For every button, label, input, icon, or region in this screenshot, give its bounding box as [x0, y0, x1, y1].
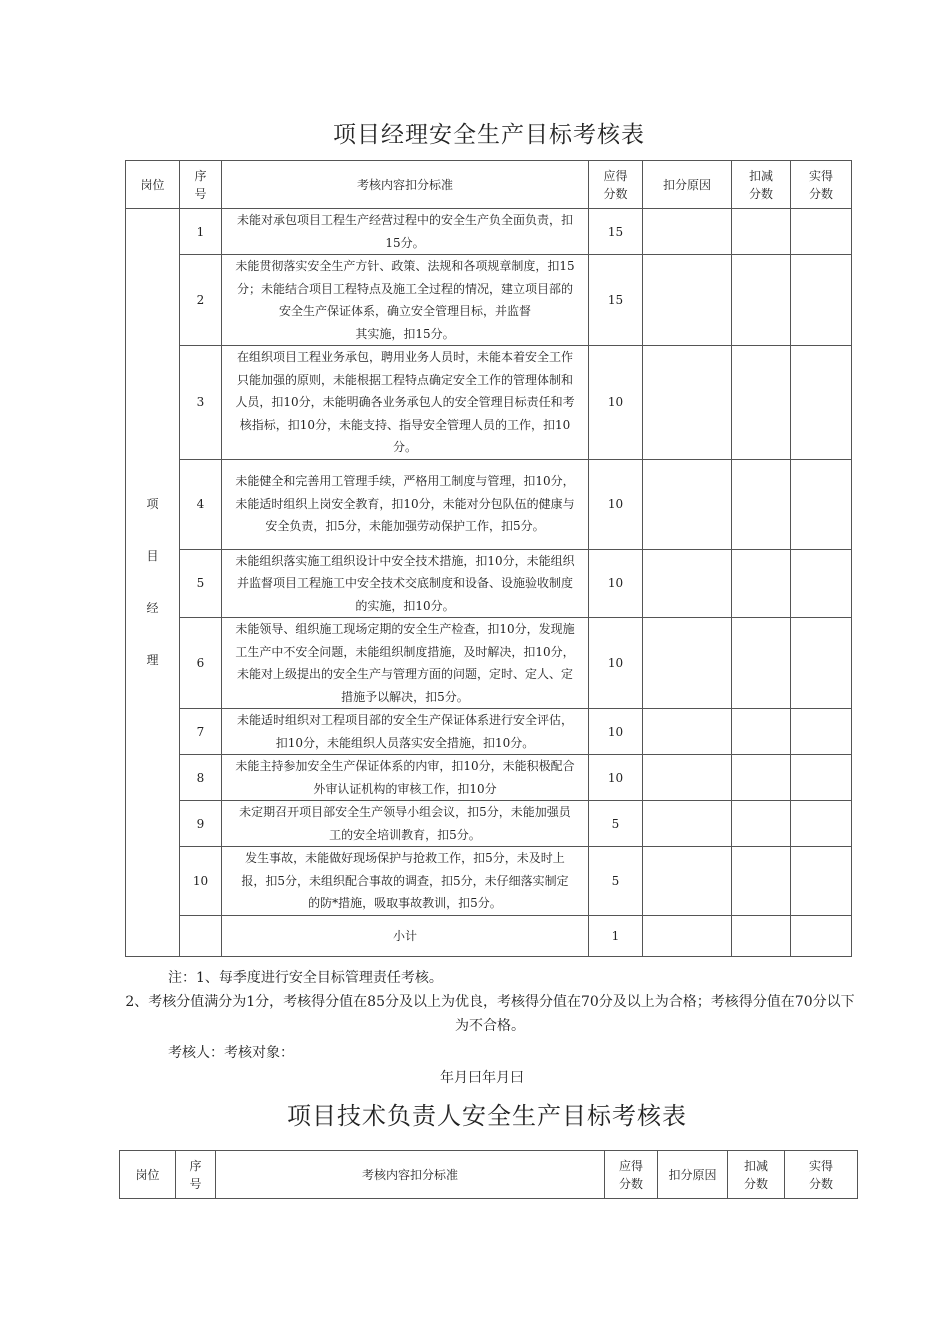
header-actual: 实得 分数 [791, 161, 852, 209]
row-number: 2 [180, 255, 222, 346]
criteria-line: 未能领导、组织施工现场定期的安全生产检查，扣10分，发现施 [235, 622, 575, 636]
reason-cell[interactable] [643, 209, 732, 255]
criteria-cell [222, 709, 589, 755]
table-row [126, 549, 852, 618]
row-number: 1 [180, 209, 222, 255]
reason-cell[interactable] [643, 618, 732, 709]
table-row [126, 847, 852, 916]
criteria-line: 发生事故，未能做好现场保护与抢救工作，扣5分，未及时上 [245, 851, 565, 865]
header-seq: 序 号 [180, 161, 222, 209]
position-char: 经 [146, 601, 159, 616]
score-cell: 10 [589, 459, 643, 549]
table-row [126, 801, 852, 847]
table-header-row [120, 1151, 858, 1199]
criteria-line: 未能组织落实施工组织设计中安全技术措施，扣10分，未能组织 [235, 553, 575, 568]
position-char: 项 [146, 497, 159, 512]
reason-cell[interactable] [643, 755, 732, 801]
deduct-cell[interactable] [732, 549, 791, 618]
actual-cell[interactable] [791, 618, 852, 709]
criteria-cell [222, 801, 589, 847]
row-number: 3 [180, 346, 222, 460]
actual-cell[interactable] [791, 255, 852, 346]
row-number: 4 [180, 459, 222, 549]
deduct-cell[interactable] [732, 459, 791, 549]
subtotal-seq-cell [180, 915, 222, 956]
criteria-line: 未能对上级提出的安全生产与管理方面的问题，定时、定人、定 [236, 667, 573, 681]
row-number: 9 [180, 801, 222, 847]
criteria-line: 未能健全和完善用工管理手续，严格用工制度与管理，扣10分， [235, 474, 575, 489]
score-cell: 15 [589, 209, 643, 255]
note-1: 注：1、每季度进行安全目标管理责任考核。 [168, 970, 443, 986]
table-row [126, 209, 852, 255]
reason-cell[interactable] [643, 459, 732, 549]
header-position: 岗位 [126, 161, 180, 209]
criteria-line: 并监督项目工程施工中安全技术交底制度和设备、设施验收制度 [236, 576, 573, 590]
row-number: 7 [180, 709, 222, 755]
criteria-cell [222, 549, 589, 618]
criteria-line: 人员，扣10分，未能明确各业务承包人的安全管理目标责任和考 [235, 395, 575, 409]
reason-cell[interactable] [643, 801, 732, 847]
position-char: 目 [146, 549, 159, 564]
deduct-cell[interactable] [732, 209, 791, 255]
subtotal-value: 1 [589, 915, 643, 956]
table-row [126, 755, 852, 801]
actual-cell[interactable] [791, 801, 852, 847]
criteria-cell [222, 618, 589, 709]
criteria-line: 未能适时组织上岗安全教育，扣10分，未能对分包队伍的健康与 [235, 496, 575, 511]
position-cell [126, 209, 180, 957]
header-score: 应得 分数 [589, 161, 643, 209]
criteria-line: 未能贯彻落实安全生产方针、政策、法规和各项规章制度，扣15 [235, 259, 575, 273]
actual-cell[interactable] [791, 346, 852, 460]
criteria-line: 安全生产保证体系，确立安全管理目标，并监督 [278, 304, 531, 318]
header-deduct: 扣减 分数 [728, 1151, 785, 1199]
deduct-cell[interactable] [732, 618, 791, 709]
criteria-line: 工生产中不安全问题，未能组织制度措施，及时解决，扣10分， [235, 644, 575, 659]
criteria-cell [222, 209, 589, 255]
criteria-line: 分。 [392, 440, 417, 454]
date-line: 年月曰年月曰 [440, 1070, 524, 1086]
header-criteria: 考核内容扣分标准 [222, 161, 589, 209]
deduct-cell[interactable] [732, 346, 791, 460]
header-score: 应得 分数 [605, 1151, 658, 1199]
reason-cell[interactable] [643, 255, 732, 346]
signer-line: 考核人：考核对象： [168, 1045, 294, 1061]
criteria-cell [222, 346, 589, 460]
criteria-line: 报，扣5分，未组织配合事故的调查，扣5分，未仔细落实制定 [241, 873, 569, 888]
score-cell: 15 [589, 255, 643, 346]
table-header-row [126, 161, 852, 209]
actual-cell[interactable] [791, 209, 852, 255]
table1-title: 项目经理安全生产目标考核表 [333, 122, 645, 148]
criteria-line: 15分。 [385, 235, 425, 250]
actual-cell[interactable] [791, 847, 852, 916]
criteria-cell [222, 255, 589, 346]
criteria-line: 工的安全培训教育，扣5分。 [329, 827, 481, 842]
criteria-line: 只能加强的原则，未能根据工程特点确定安全工作的管理体制和 [236, 372, 573, 387]
score-cell: 10 [589, 549, 643, 618]
row-number: 8 [180, 755, 222, 801]
score-cell: 10 [589, 346, 643, 460]
criteria-line: 的实施，扣10分。 [355, 598, 455, 613]
reason-cell[interactable] [643, 549, 732, 618]
score-cell: 10 [589, 709, 643, 755]
reason-cell[interactable] [643, 847, 732, 916]
row-number: 6 [180, 618, 222, 709]
deduct-cell[interactable] [732, 801, 791, 847]
criteria-cell [222, 459, 589, 549]
deduct-cell[interactable] [732, 709, 791, 755]
table2-title: 项目技术负责人安全生产目标考核表 [287, 1102, 687, 1130]
note-2: 2、考核分值满分为1分，考核得分值在85分及以上为优良，考核得分值在70分及以上为合格；考核得分值在70分以下为不合格。 [125, 994, 855, 1034]
criteria-line: 安全负责，扣5分，未能加强劳动保护工作，扣5分。 [265, 519, 545, 534]
header-position: 岗位 [120, 1151, 176, 1199]
deduct-cell[interactable] [732, 755, 791, 801]
header-reason: 扣分原因 [658, 1151, 728, 1199]
score-cell: 10 [589, 755, 643, 801]
table-row [126, 618, 852, 709]
table-row [126, 709, 852, 755]
header-criteria: 考核内容扣分标准 [216, 1151, 605, 1199]
table-row [126, 346, 852, 460]
deduct-cell[interactable] [732, 847, 791, 916]
criteria-line: 未能对承包项目工程生产经营过程中的安全生产负全面负责，扣 [236, 213, 573, 227]
subtotal-row [126, 915, 852, 956]
actual-cell[interactable] [791, 755, 852, 801]
position-char: 理 [146, 653, 159, 668]
criteria-line: 措施予以解决，扣5分。 [341, 689, 469, 704]
criteria-line: 分；未能结合项目工程特点及施工全过程的情况，建立项目部的 [236, 281, 573, 296]
score-cell: 10 [589, 618, 643, 709]
deduct-cell[interactable] [732, 915, 791, 956]
row-number: 5 [180, 549, 222, 618]
header-seq: 序 号 [176, 1151, 216, 1199]
subtotal-label: 小计 [222, 915, 589, 956]
criteria-line: 扣10分，未能组织人员落实安全措施，扣10分。 [275, 735, 535, 750]
assessment-table-technical-lead [119, 1150, 858, 1199]
criteria-line: 未能适时组织对工程项目部的安全生产保证体系进行安全评估， [236, 713, 573, 727]
criteria-line: 其实施，扣15分。 [355, 326, 455, 341]
actual-cell[interactable] [791, 459, 852, 549]
assessment-table-project-manager [125, 160, 852, 957]
table-row [126, 255, 852, 346]
criteria-line: 未定期召开项目部安全生产领导小组会议，扣5分，未能加强员 [239, 805, 571, 819]
criteria-line: 核指标，扣10分，未能支持、指导安全管理人员的工作，扣10 [239, 417, 571, 432]
reason-cell[interactable] [643, 346, 732, 460]
score-cell: 5 [589, 801, 643, 847]
row-number: 10 [180, 847, 222, 916]
actual-cell[interactable] [791, 915, 852, 956]
header-actual: 实得 分数 [785, 1151, 858, 1199]
header-reason: 扣分原因 [643, 161, 732, 209]
reason-cell[interactable] [643, 709, 732, 755]
reason-cell[interactable] [643, 915, 732, 956]
criteria-line: 外审认证机构的审核工作，扣10分 [313, 781, 497, 796]
actual-cell[interactable] [791, 549, 852, 618]
header-deduct: 扣减 分数 [732, 161, 791, 209]
criteria-cell [222, 755, 589, 801]
deduct-cell[interactable] [732, 255, 791, 346]
score-cell: 5 [589, 847, 643, 916]
criteria-cell [222, 847, 589, 916]
criteria-line: 在组织项目工程业务承包，聘用业务人员时，未能本着安全工作 [236, 350, 573, 364]
actual-cell[interactable] [791, 709, 852, 755]
table-row [126, 459, 852, 549]
criteria-line: 未能主持参加安全生产保证体系的内审，扣10分，未能积极配合 [235, 759, 575, 773]
criteria-line: 的防*措施，吸取事故教训，扣5分。 [308, 896, 502, 910]
